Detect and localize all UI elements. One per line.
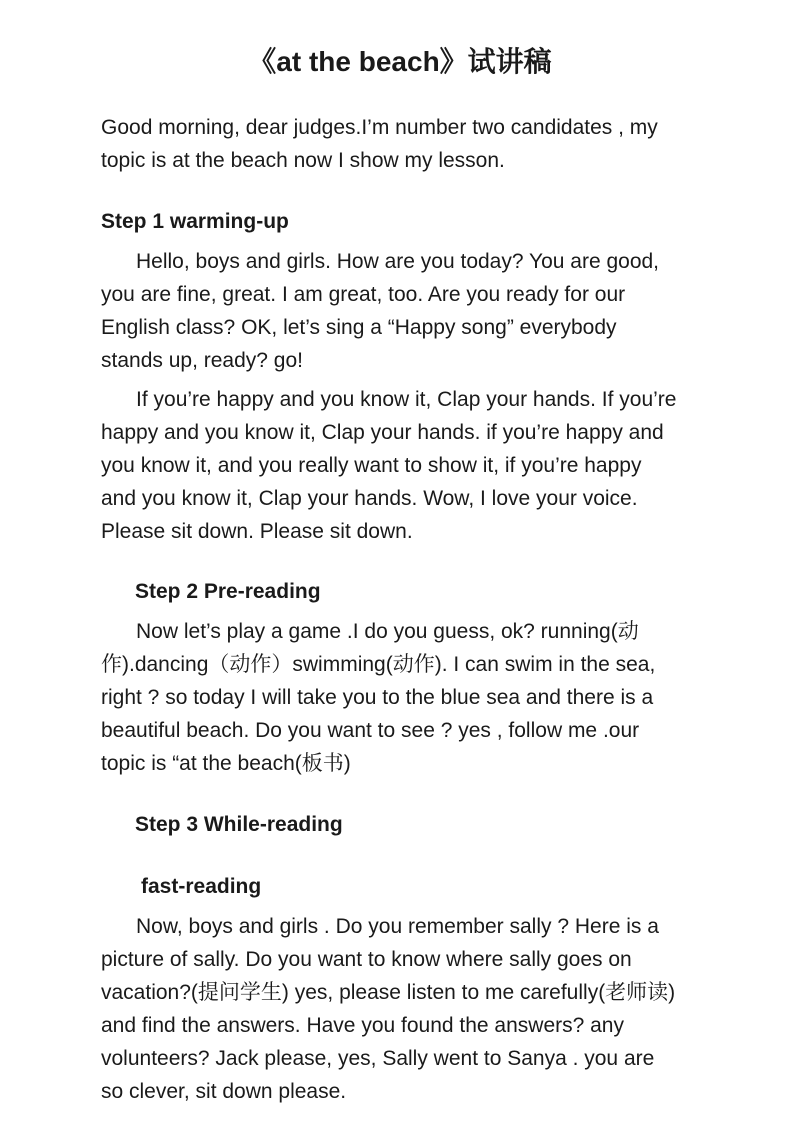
step1-heading: Step 1 warming-up bbox=[101, 210, 289, 233]
step1-paragraph-1: Hello, boys and girls. How are you today? You are good, you are fine, great. I am great, too. Are you ready for our English class? OK, let’s sing a “Happy song” everybody stands up, ready? go! bbox=[101, 250, 660, 372]
document-title: 《at the beach》试讲稿 bbox=[248, 46, 552, 77]
step1-paragraph-2: If you’re happy and you know it, Clap your hands. If you’re happy and you know it, Clap your hands. if you’re happy and you know it, and you really want to show it, if you’re happy and you know it, Clap your hands. Wow, I love your voice. Please sit down. Please sit down. bbox=[101, 388, 677, 543]
intro-paragraph: Good morning, dear judges.I’m number two candidates , my topic is at the beach now I show my lesson. bbox=[101, 116, 658, 172]
step2-heading: Step 2 Pre-reading bbox=[135, 580, 321, 603]
step3-paragraph-1: Now, boys and girls . Do you remember sally ? Here is a picture of sally. Do you want to know where sally goes on vacation?(提问学生) yes, please listen to me carefully(老师读) and find the answers. Have you found the answers? any volunteers? Jack please, yes, Sally went to Sanya . you are so clever, sit down please. bbox=[101, 915, 676, 1103]
step3-subheading: fast-reading bbox=[141, 875, 262, 898]
step3-heading: Step 3 While-reading bbox=[135, 813, 343, 836]
step2-paragraph-1: Now let’s play a game .I do you guess, ok? running(动作).dancing（动作）swimming(动作). I can swim in the sea, right ? so today I will take you to the blue sea and there is a beautiful beach. Do you want to see ? yes , follow me .our topic is “at the beach(板书) bbox=[101, 620, 656, 775]
